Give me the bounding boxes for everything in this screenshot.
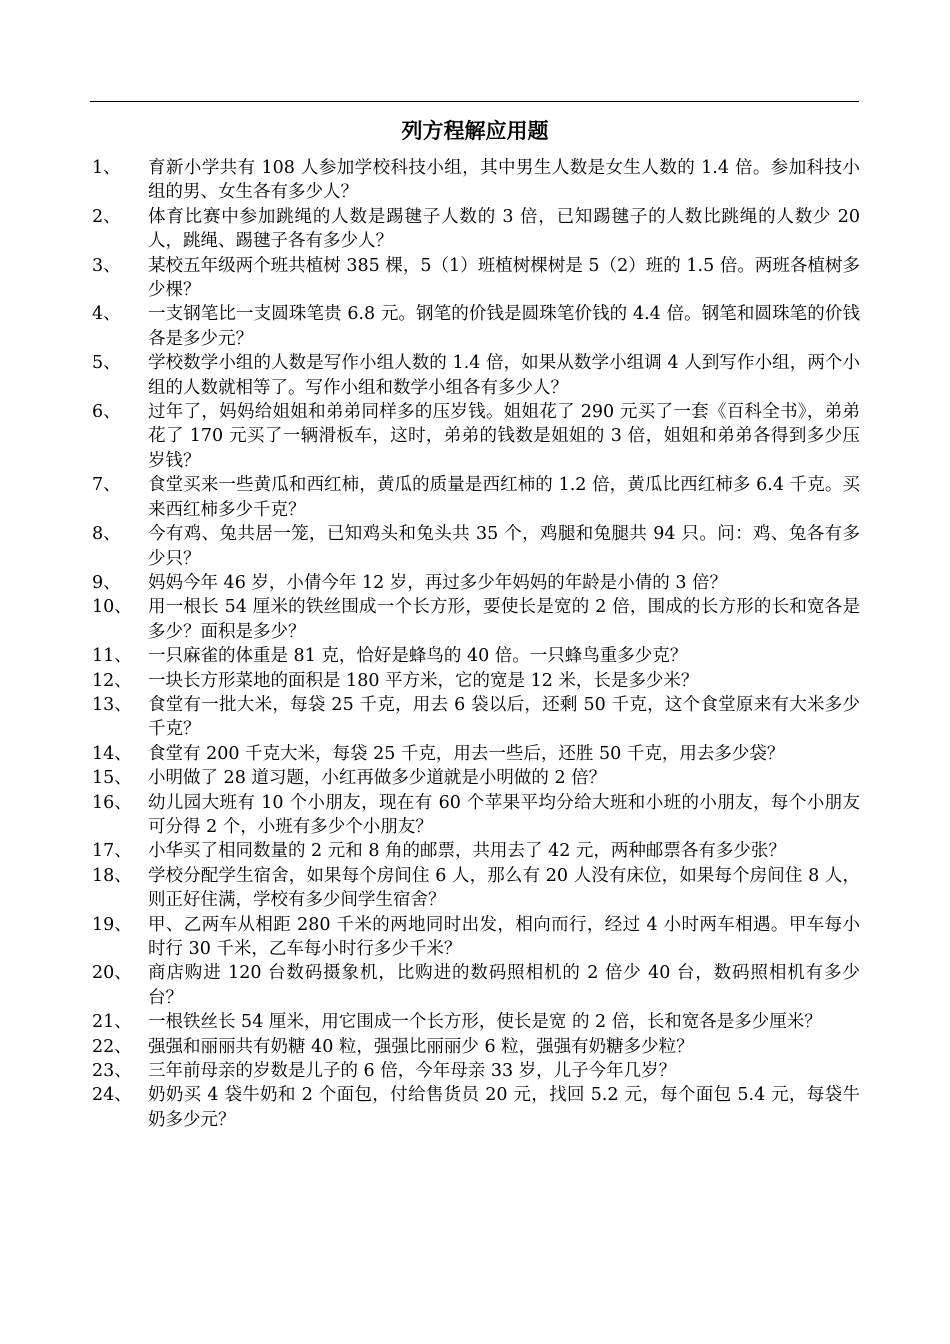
problem-item: [0, 913, 950, 962]
problem-number: 10、: [92, 597, 132, 618]
problem-item: [0, 1059, 950, 1083]
problem-item: [0, 644, 950, 668]
problem-item: [0, 254, 950, 303]
problem-number: 13、: [92, 694, 132, 715]
problem-number: 20、: [92, 963, 132, 984]
problem-text: 商店购进 120 台数码摄象机，比购进的数码照相机的 2 倍少 40 台，数码照相机有多少台？: [148, 963, 860, 1008]
problem-number: 19、: [92, 914, 132, 935]
problem-number: 3、: [92, 255, 121, 276]
problem-item: [0, 791, 950, 840]
problem-text: 一块长方形菜地的面积是 180 平方米，它的宽是 12 米，长是多少米？: [148, 670, 699, 691]
page-title: 列方程解应用题: [401, 118, 549, 143]
problem-item: [0, 595, 950, 644]
problem-number: 12、: [92, 670, 132, 691]
problem-number: 11、: [92, 646, 132, 667]
problem-item: [0, 864, 950, 913]
problem-text: 小华买了相同数量的 2 元和 8 角的邮票，共用去了 42 元，两种邮票各有多少张？: [148, 841, 786, 862]
problem-text: 一只麻雀的体重是 81 克，恰好是蜂鸟的 40 倍。一只蜂鸟重多少克？: [148, 646, 688, 667]
problem-item: [0, 1010, 950, 1034]
problem-number: 15、: [92, 768, 132, 789]
problem-text: 用一根长 54 厘米的铁丝围成一个长方形，要使长是宽的 2 倍，围成的长方形的长和宽各是多少？面积是多少？: [148, 597, 860, 642]
problem-number: 22、: [92, 1036, 132, 1057]
problem-number: 9、: [92, 572, 121, 593]
problem-number: 1、: [92, 158, 121, 178]
header-rule: [90, 101, 859, 102]
problem-item: [0, 302, 950, 351]
problem-item: [0, 571, 950, 595]
problem-number: 14、: [92, 743, 132, 764]
problem-text: 过年了，妈妈给姐姐和弟弟同样多的压岁钱。姐姐花了 290 元买了一套《百科全书》，弟弟花了 170 元买了一辆滑板车，这时，弟弟的钱数是姐姐的 3 倍，姐姐和弟弟各得到多少压岁钱？: [148, 402, 860, 471]
problem-text: 幼儿园大班有 10 个小朋友，现在有 60 个苹果平均分给大班和小班的小朋友，每个小朋友可分得 2 个，小班有多少个小朋友？: [148, 792, 860, 837]
problem-number: 23、: [92, 1061, 132, 1082]
problem-number: 5、: [92, 353, 121, 374]
problem-item: [0, 742, 950, 766]
problem-text: 食堂买来一些黄瓜和西红柿，黄瓜的质量是西红柿的 1.2 倍，黄瓜比西红柿多 6.4 千克。买来西红柿多少千克？: [148, 475, 860, 520]
problem-item: [0, 961, 950, 1010]
problem-item: [0, 473, 950, 522]
problem-text: 学校分配学生宿舍，如果每个房间住 6 人，那么有 20 人没有床位，如果每个房间住 8 人，则正好住满，学校有多少间学生宿舍？: [148, 865, 860, 911]
problem-text: 一支钢笔比一支圆珠笔贵 6.8 元。钢笔的价钱是圆珠笔价钱的 4.4 倍。钢笔和圆珠笔的价钱各是多少元？: [148, 304, 860, 349]
problem-number: 16、: [92, 792, 132, 813]
problem-number: 18、: [92, 865, 132, 886]
problem-item: [0, 156, 950, 205]
problem-number: 24、: [92, 1085, 132, 1106]
problem-item: [0, 522, 950, 571]
problem-text: 食堂有 200 千克大米，每袋 25 千克，用去一些后，还胜 50 千克，用去多少袋？: [148, 743, 785, 764]
problem-text: 小明做了 28 道习题，小红再做多少道就是小明做的 2 倍？: [148, 768, 607, 789]
problem-number: 6、: [92, 402, 121, 423]
problem-item: [0, 693, 950, 742]
problem-text: 食堂有一批大米，每袋 25 千克，用去 6 袋以后，还剩 50 千克，这个食堂原来有大米多少千克？: [148, 694, 860, 740]
problem-text: 育新小学共有 108 人参加学校科技小组，其中男生人数是女生人数的 1.4 倍。参加科技小组的男、女生各有多少人？: [148, 158, 860, 203]
problem-number: 7、: [92, 475, 121, 496]
problem-item: [0, 205, 950, 254]
problem-number: 8、: [92, 524, 121, 545]
problem-text: 甲、乙两车从相距 280 千米的两地同时出发，相向而行，经过 4 小时两车相遇。甲车每小时行 30 千米，乙车每小时行多少千米？: [148, 914, 860, 959]
problem-text: 一根铁丝长 54 厘米，用它围成一个长方形，使长是宽 的 2 倍，长和宽各是多少厘米？: [148, 1012, 822, 1033]
problem-text: 某校五年级两个班共植树 385 棵，5（1）班植树棵树是 5（2）班的 1.5 倍。两班各植树多少棵？: [148, 255, 860, 301]
problem-text: 奶奶买 4 袋牛奶和 2 个面包，付给售货员 20 元，找回 5.2 元，每个面包 5.4 元，每袋牛奶多少元？: [148, 1085, 860, 1130]
problem-item: [0, 766, 950, 790]
problem-item: [0, 1083, 950, 1132]
problem-item: [0, 839, 950, 863]
problem-item: [0, 669, 950, 693]
problem-text: 三年前母亲的岁数是儿子的 6 倍，今年母亲 33 岁，儿子今年几岁？: [148, 1061, 677, 1082]
problem-number: 21、: [92, 1012, 132, 1033]
problem-text: 强强和丽丽共有奶糖 40 粒，强强比丽丽少 6 粒，强强有奶糖多少粒？: [148, 1036, 694, 1057]
problem-item: [0, 351, 950, 400]
problem-number: 17、: [92, 841, 132, 862]
problem-number: 2、: [92, 206, 121, 227]
problem-text: 体育比赛中参加跳绳的人数是踢毽子人数的 3 倍，已知踢毽子的人数比跳绳的人数少 20 人，跳绳、踢毽子各有多少人？: [148, 206, 860, 252]
problem-item: [0, 400, 950, 473]
problem-item: [0, 1035, 950, 1059]
problem-list: [0, 156, 950, 1132]
problem-text: 学校数学小组的人数是写作小组人数的 1.4 倍，如果从数学小组调 4 人到写作小组，两个小组的人数就相等了。写作小组和数学小组各有多少人？: [148, 353, 860, 398]
problem-text: 今有鸡、兔共居一笼，已知鸡头和兔头共 35 个，鸡腿和兔腿共 94 只。问：鸡、兔各有多少只？: [148, 524, 860, 569]
problem-number: 4、: [92, 304, 121, 325]
problem-text: 妈妈今年 46 岁，小倩今年 12 岁，再过多少年妈妈的年龄是小倩的 3 倍？: [148, 572, 728, 593]
